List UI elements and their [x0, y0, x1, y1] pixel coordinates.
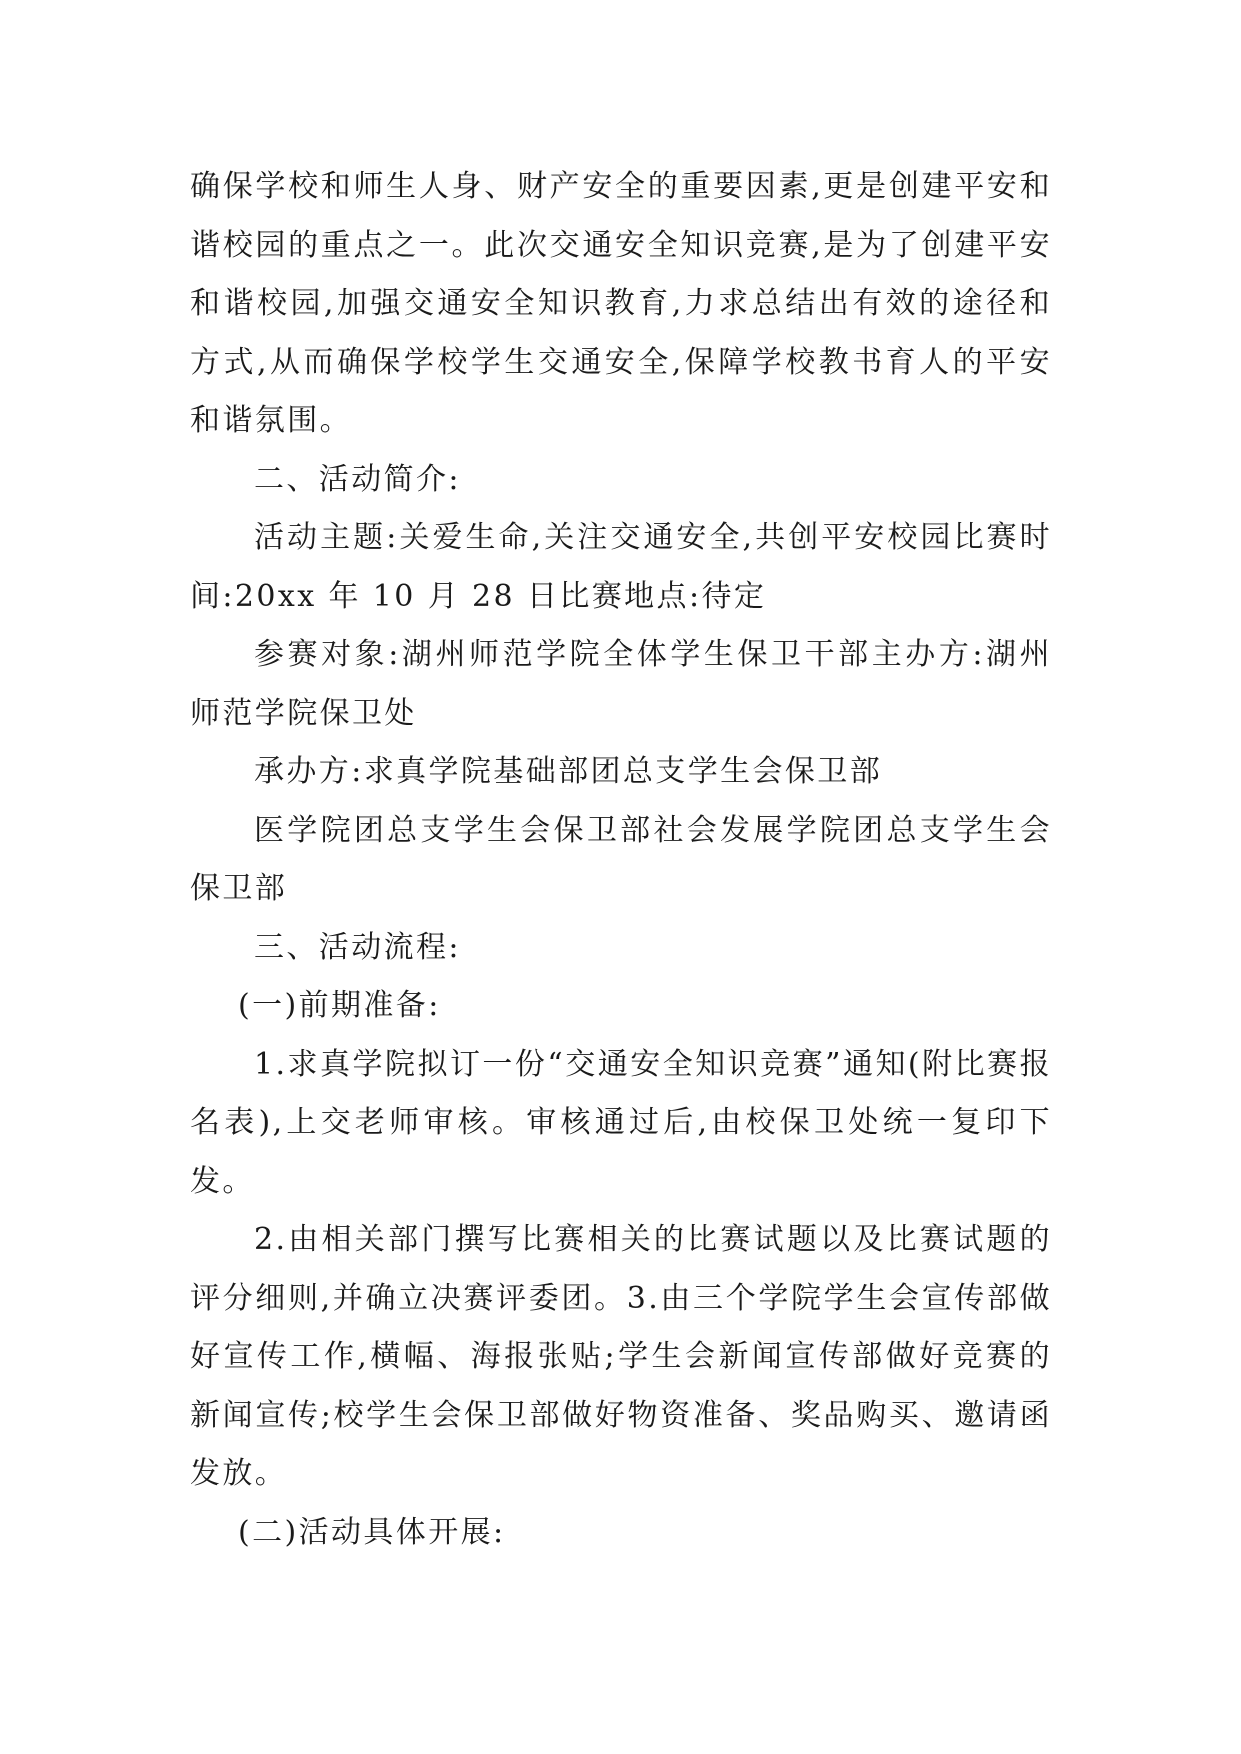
paragraph-theme-time-place: 活动主题:关爱生命,关注交通安全,共创平安校园比赛时间:20xx 年 10 月 28 日比赛地点:待定: [190, 520, 1052, 614]
subheading-preparation: (一)前期准备:: [238, 988, 441, 1023]
document-body: [190, 158, 1052, 1562]
heading-activity-intro: 二、活动简介:: [254, 461, 461, 497]
paragraph-intro-continued: 确保学校和师生人身、财产安全的重要因素,更是创建平安和谐校园的重点之一。此次交通安全知识竞赛,是为了创建平安和谐校园,加强交通安全知识教育,力求总结出有效的途径和方式,从而确保学校学生交通安全,保障学校教书育人的平安和谐氛围。: [190, 169, 1052, 438]
list-item-step-2-3: 2.由相关部门撰写比赛相关的比赛试题以及比赛试题的评分细则,并确立决赛评委团。3.由三个学院学生会宣传部做好宣传工作,横幅、海报张贴;学生会新闻宣传部做好竞赛的新闻宣传;校学生会保卫部做好物资准备、奖品购买、邀请函发放。: [190, 1222, 1052, 1491]
subheading-activity-execution: (二)活动具体开展:: [238, 1514, 506, 1550]
paragraph-co-organizer: 承办方:求真学院基础部团总支学生会保卫部: [254, 754, 883, 789]
paragraph-co-organizer-continued: 医学院团总支学生会保卫部社会发展学院团总支学生会保卫部: [190, 812, 1052, 906]
paragraph-participants-organizer: 参赛对象:湖州师范学院全体学生保卫干部主办方:湖州师范学院保卫处: [190, 637, 1052, 731]
heading-activity-process: 三、活动流程:: [254, 929, 461, 965]
list-item-step-1: 1.求真学院拟订一份“交通安全知识竞赛”通知(附比赛报名表),上交老师审核。审核通过后,由校保卫处统一复印下发。: [190, 1046, 1052, 1199]
